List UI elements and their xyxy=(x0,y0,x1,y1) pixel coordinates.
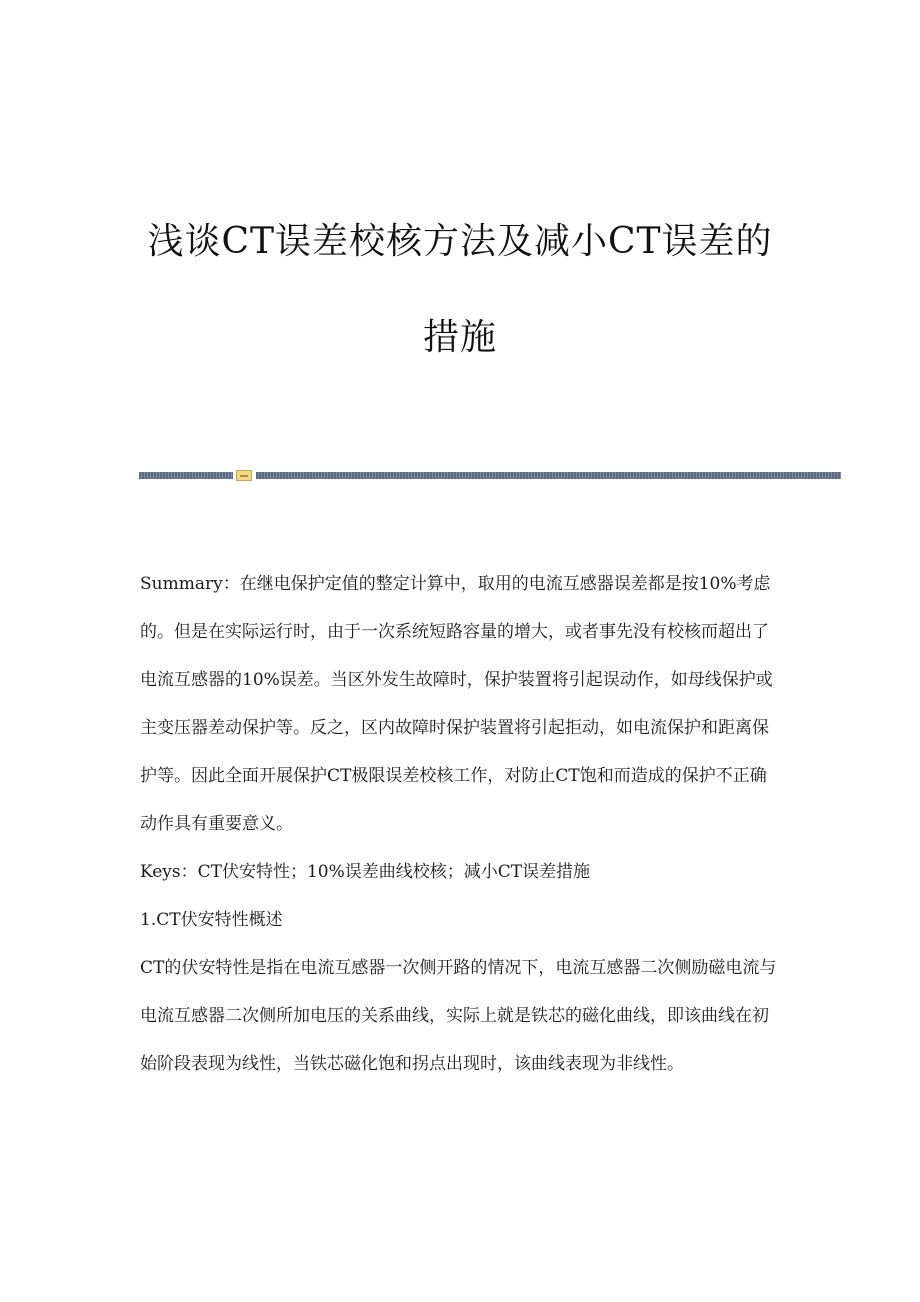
summary-paragraph xyxy=(140,560,780,848)
title-divider xyxy=(139,470,841,480)
summary-label: Summary： xyxy=(140,574,240,594)
divider-bar-right xyxy=(256,472,841,479)
keys-label: Keys： xyxy=(140,862,198,882)
keys-paragraph xyxy=(140,848,780,896)
document-title-line-1: 浅谈CT误差校核方法及减小CT误差的 xyxy=(147,221,773,262)
divider-bar-left xyxy=(139,472,233,479)
divider-ornament-icon xyxy=(236,470,252,481)
section-heading: 1.CT伏安特性概述 xyxy=(140,910,283,930)
document-body xyxy=(140,560,780,1088)
section-paragraph: CT的伏安特性是指在电流互感器一次侧开路的情况下，电流互感器二次侧励磁电流与电流互感器二次侧所加电压的关系曲线，实际上就是铁芯的磁化曲线，即该曲线在初始阶段表现为线性，当铁芯磁化饱和拐点出现时，该曲线表现为非线性。 xyxy=(140,958,777,1074)
summary-text: 在继电保护定值的整定计算中，取用的电流互感器误差都是按10%考虑的。但是在实际运行时，由于一次系统短路容量的增大，或者事先没有校核而超出了电流互感器的10%误差。当区外发生故障时，保护装置将引起误动作，如母线保护或主变压器差动保护等。反之，区内故障时保护装置将引起拒动，如电流保护和距离保护等。因此全面开展保护CT极限误差校核工作，对防止CT饱和而造成的保护不正确动作具有重要意义。 xyxy=(140,574,773,834)
document-title-line-2: 措施 xyxy=(422,317,497,358)
keys-text: CT伏安特性；10%误差曲线校核；减小CT误差措施 xyxy=(197,862,591,882)
